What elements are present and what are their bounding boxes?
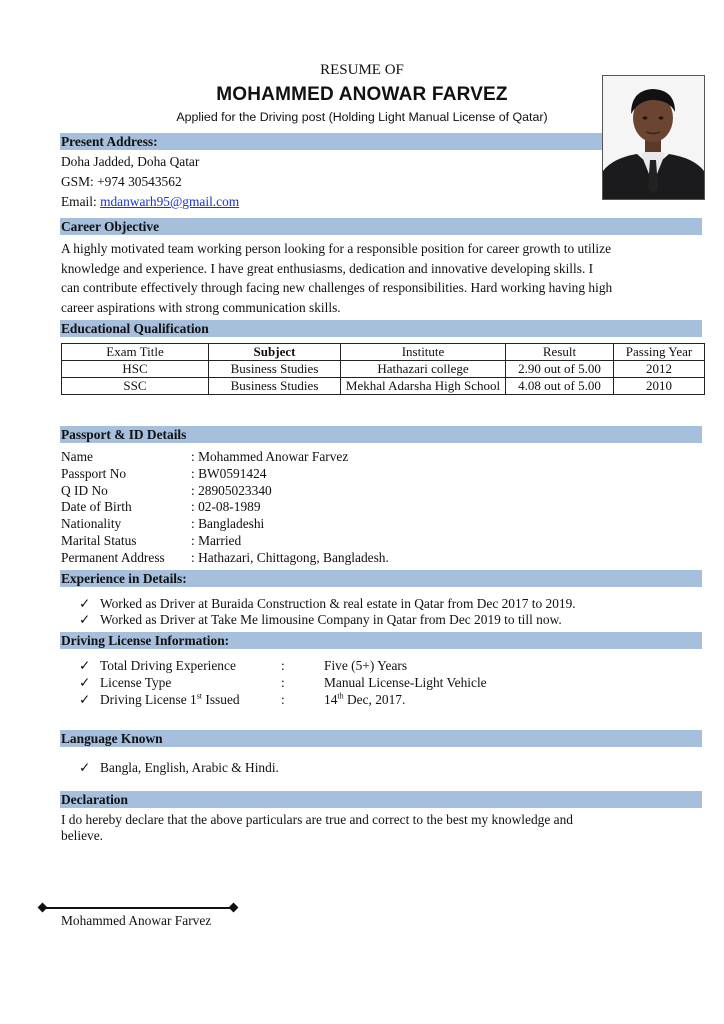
- license-field-value: Five (5+) Years: [324, 658, 408, 673]
- signature-line: [43, 907, 235, 909]
- ordinal-suffix: th: [337, 691, 344, 701]
- ordinal-suffix: st: [196, 691, 203, 701]
- language-heading: Language Known: [60, 730, 702, 747]
- field-value: : Bangladeshi: [191, 516, 265, 531]
- license-field-label: License Type: [100, 675, 172, 690]
- driving-license-heading: Driving License Information:: [60, 632, 702, 649]
- separator: :: [281, 675, 285, 690]
- applied-for-line: Applied for the Driving post (Holding Light Manual License of Qatar): [176, 110, 548, 124]
- license-field-value: [324, 692, 405, 708]
- declaration-line: believe.: [61, 828, 104, 843]
- table-cell: HSC: [62, 361, 209, 378]
- table-cell: Business Studies: [209, 361, 341, 378]
- column-header: Result: [506, 344, 614, 361]
- experience-item: Worked as Driver at Buraida Construction & real estate in Qatar from Dec 2017 to 2019.: [100, 596, 576, 611]
- field-label: Q ID No: [61, 483, 108, 498]
- education-table: [61, 343, 705, 395]
- experience-heading: Experience in Details:: [60, 570, 702, 587]
- column-header: Subject: [209, 344, 341, 361]
- label-text: Issued: [202, 692, 240, 707]
- field-label: Passport No: [61, 466, 127, 481]
- field-label: Marital Status: [61, 533, 137, 548]
- declaration-line: I do hereby declare that the above particulars are true and correct to the best my knowledge and: [61, 812, 573, 827]
- field-value: : Married: [191, 533, 242, 548]
- table-row: [62, 378, 705, 395]
- checkmark-icon: ✓: [79, 692, 91, 707]
- separator: :: [281, 692, 285, 707]
- field-value: : 02-08-1989: [191, 499, 261, 514]
- checkmark-icon: ✓: [79, 760, 91, 775]
- career-line: can contribute effectively through facing new challenges of responsibilities. Hard working having high: [61, 280, 613, 295]
- profile-photo: [602, 75, 705, 200]
- table-cell: SSC: [62, 378, 209, 395]
- candidate-name-heading: MOHAMMED ANOWAR FARVEZ: [216, 84, 508, 105]
- license-field-label: Total Driving Experience: [100, 658, 236, 673]
- career-line: A highly motivated team working person looking for a responsible position for career growth to utilize: [61, 241, 612, 256]
- table-header-row: [62, 344, 705, 361]
- table-cell: 2010: [614, 378, 705, 395]
- column-header: Institute: [341, 344, 506, 361]
- resume-of-label: RESUME OF: [320, 62, 404, 78]
- field-label: Permanent Address: [61, 550, 165, 565]
- career-objective-text: [61, 239, 671, 317]
- address-line: Doha Jadded, Doha Qatar: [61, 154, 200, 169]
- separator: :: [281, 658, 285, 673]
- table-cell: 2.90 out of 5.00: [506, 361, 614, 378]
- signature-name: Mohammed Anowar Farvez: [61, 913, 212, 928]
- license-field-label: [100, 692, 240, 708]
- field-value: : BW0591424: [191, 466, 267, 481]
- checkmark-icon: ✓: [79, 658, 91, 673]
- field-value: : Hathazari, Chittagong, Bangladesh.: [191, 550, 389, 565]
- experience-item: Worked as Driver at Take Me limousine Company in Qatar from Dec 2019 to till now.: [100, 612, 562, 627]
- signature-line-end-right: [229, 903, 239, 913]
- field-value: : Mohammed Anowar Farvez: [191, 449, 349, 464]
- table-cell: Business Studies: [209, 378, 341, 395]
- gsm-line: GSM: +974 30543562: [61, 174, 182, 189]
- email-link[interactable]: mdanwarh95@gmail.com: [100, 194, 240, 209]
- value-text: 14: [324, 692, 338, 707]
- field-value: : 28905023340: [191, 483, 272, 498]
- checkmark-icon: ✓: [79, 675, 91, 690]
- license-field-value: Manual License-Light Vehicle: [324, 675, 487, 690]
- table-cell: Mekhal Adarsha High School: [341, 378, 506, 395]
- career-line: knowledge and experience. I have great enthusiasms, dedication and innovative developing skills. I: [61, 260, 594, 276]
- declaration-heading: Declaration: [60, 791, 702, 808]
- career-line: career aspirations with strong communication skills.: [61, 299, 341, 315]
- email-label: Email:: [61, 194, 101, 209]
- column-header: Exam Title: [62, 344, 209, 361]
- table-cell: Hathazari college: [341, 361, 506, 378]
- table-cell: 4.08 out of 5.00: [506, 378, 614, 395]
- checkmark-icon: ✓: [79, 596, 91, 611]
- table-cell: 2012: [614, 361, 705, 378]
- education-heading: Educational Qualification: [60, 320, 702, 337]
- checkmark-icon: ✓: [79, 612, 91, 627]
- field-label: Nationality: [61, 516, 122, 531]
- field-label: Date of Birth: [61, 499, 132, 514]
- email-line: [61, 194, 239, 210]
- table-row: [62, 361, 705, 378]
- column-header: Passing Year: [614, 344, 705, 361]
- career-objective-heading: Career Objective: [60, 218, 702, 235]
- person-portrait-icon: [603, 76, 704, 199]
- passport-id-heading: Passport & ID Details: [60, 426, 702, 443]
- value-text: Dec, 2017.: [343, 692, 406, 707]
- field-label: Name: [61, 449, 93, 464]
- language-item: Bangla, English, Arabic & Hindi.: [100, 760, 279, 775]
- present-address-heading: Present Address:: [60, 133, 602, 150]
- label-text: Driving License 1: [100, 692, 197, 707]
